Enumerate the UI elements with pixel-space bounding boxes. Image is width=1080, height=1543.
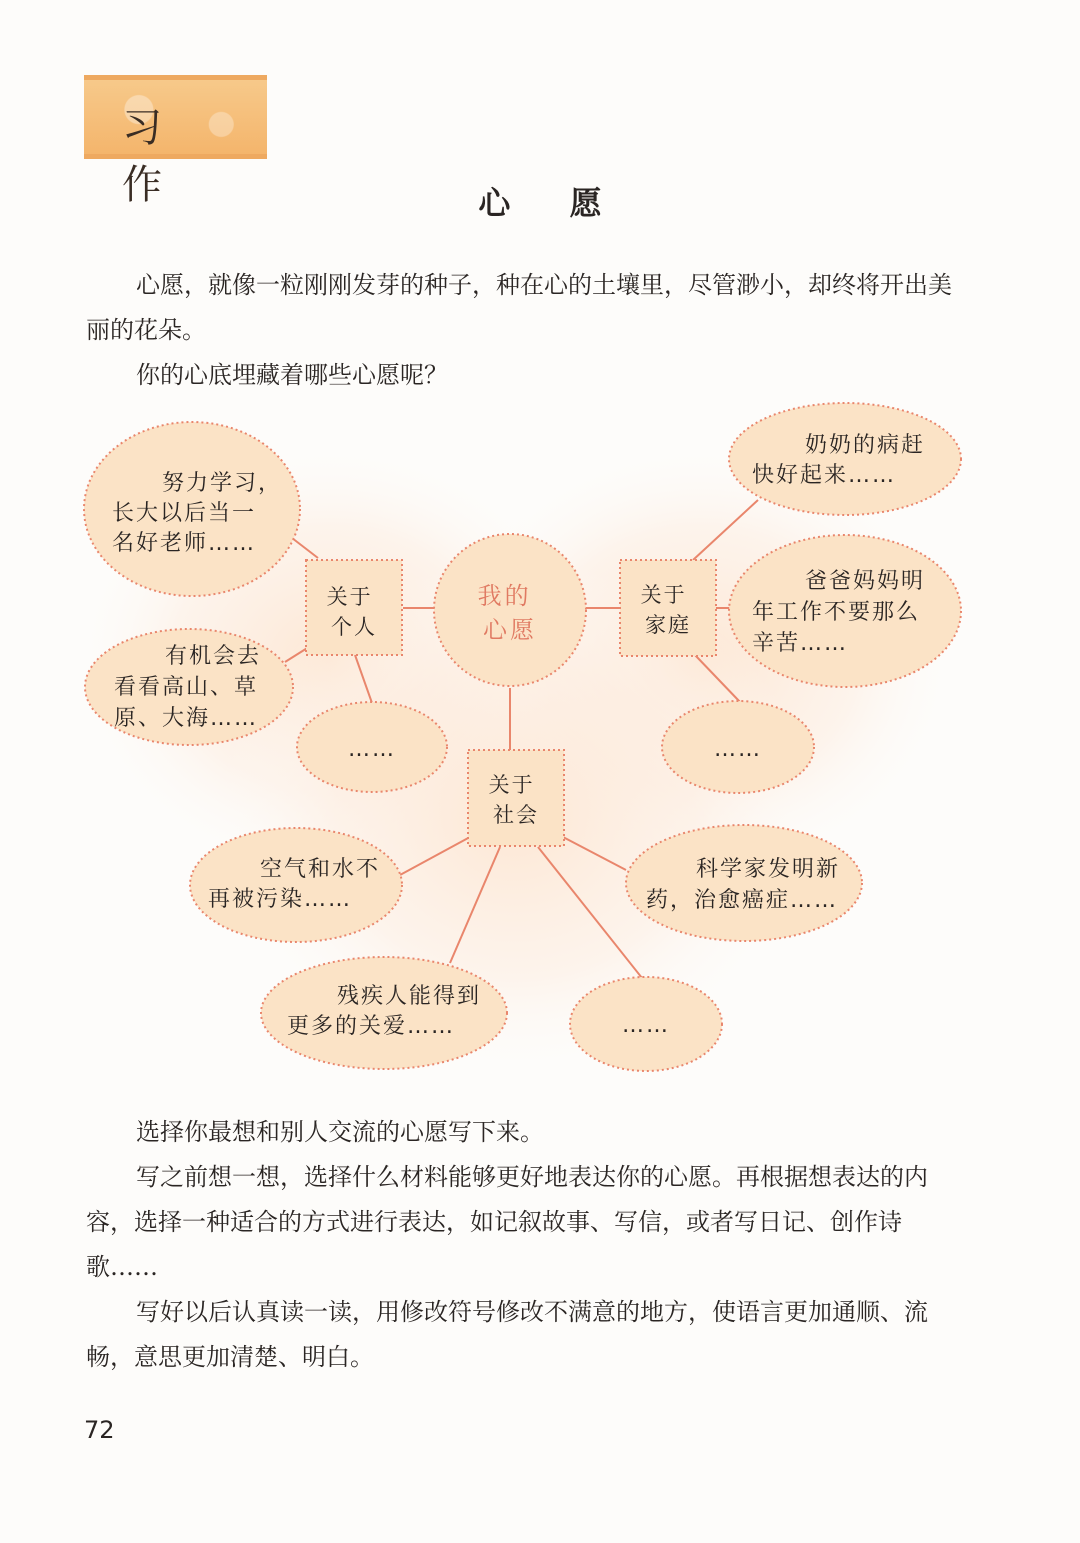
section-tag bbox=[84, 75, 267, 208]
mind-map bbox=[0, 400, 1080, 1090]
bubble-society-2 bbox=[261, 957, 507, 1069]
bubble-society-1 bbox=[190, 828, 402, 942]
bubble-society-4-text: 科学家发明新 药，治愈癌症…… bbox=[646, 857, 841, 913]
bubble-family-3-text: …… bbox=[714, 737, 762, 762]
bubble-society-2-text: 残疾人能得到 更多的关爱…… bbox=[287, 984, 482, 1039]
bubble-society-1-text: 空气和水不 再被污染…… bbox=[208, 857, 381, 912]
bubble-family-1 bbox=[729, 403, 961, 515]
section-label: 习 作 bbox=[122, 105, 190, 208]
instruction-paragraph-2: 写之前想一想，选择什么材料能够更好地表达你的心愿。再根据想表达的内容，选择一种适合的方式进行表达，如记叙故事、写信，或者写日记、创作诗歌…… bbox=[86, 1163, 928, 1281]
category-personal-label: 关于 个人 bbox=[326, 585, 377, 639]
center-node bbox=[434, 534, 586, 686]
bubble-family-1-text: 奶奶的病赶 快好起来…… bbox=[752, 433, 926, 488]
question-paragraph: 你的心底埋藏着哪些心愿呢？ bbox=[136, 361, 448, 389]
bubble-personal-2-text: 有机会去 看看高山、草 原、大海…… bbox=[114, 644, 262, 731]
instruction-paragraph-3: 写好以后认真读一读，用修改符号修改不满意的地方，使语言更加通顺、流畅，意思更加清楚、明白。 bbox=[86, 1298, 928, 1371]
bubble-family-2-text: 爸爸妈妈明 年工作不要那么 辛苦…… bbox=[752, 569, 926, 656]
bubble-society-3-text: …… bbox=[622, 1013, 670, 1038]
bubble-personal-3-text: …… bbox=[348, 737, 396, 762]
category-family bbox=[620, 560, 716, 656]
category-family-label: 关于 家庭 bbox=[640, 583, 691, 637]
instruction-paragraph-1: 选择你最想和别人交流的心愿写下来。 bbox=[136, 1118, 544, 1146]
center-label: 我的 心愿 bbox=[477, 582, 537, 644]
intro-paragraph: 心愿，就像一粒刚刚发芽的种子，种在心的土壤里，尽管渺小，却终将开出美丽的花朵。 bbox=[86, 271, 952, 344]
bubble-society-4 bbox=[626, 825, 862, 941]
lesson-title: 心 愿 bbox=[478, 184, 626, 222]
category-society bbox=[468, 750, 564, 846]
bubble-personal-1-text: 努力学习， 长大以后当一 名好老师…… bbox=[112, 471, 283, 556]
page-number: 72 bbox=[84, 1416, 115, 1444]
category-society-label: 关于 社会 bbox=[488, 773, 539, 827]
